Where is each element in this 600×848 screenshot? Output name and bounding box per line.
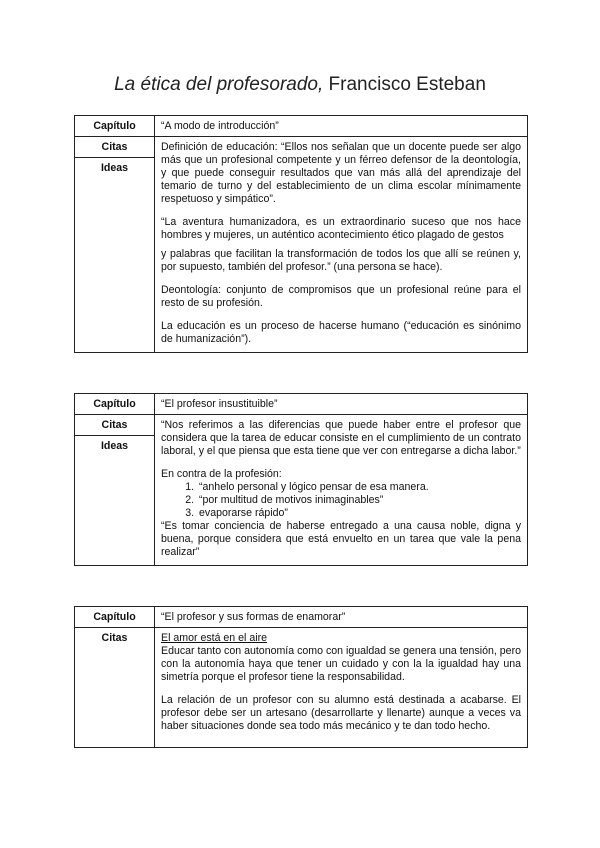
quotes-label: Citas (101, 141, 128, 153)
paragraph: Definición de educación: “Ellos nos señalan que un docente puede ser algo más que un profesional competente y un férreo defensor de la deontología, y que puede conseguir resultados que van más allá del aprendizaje del temario de turno y del establecimiento de un clima escolar mínimamente respetuoso y simpático”. (161, 141, 521, 205)
chapter-table-3 (74, 606, 528, 748)
list-item: 2. “por multitud de motivos inimaginables” (197, 494, 521, 507)
chapter-label: Capítulo (93, 611, 136, 623)
chapter-title: “A modo de introducción” (155, 116, 528, 137)
numbered-list (161, 481, 521, 520)
paragraph: “La aventura humanizadora, es un extraordinario suceso que nos hace hombres y mujeres, un auténtico acontecimiento ético plagado de gestos (161, 216, 521, 241)
chapter-table-2 (74, 393, 528, 566)
subtitle: El amor está en el aire (161, 632, 267, 644)
title-book: La ética del profesorado, (114, 74, 324, 95)
chapter-label: Capítulo (93, 120, 136, 132)
chapter-table-1 (74, 115, 528, 353)
paragraph: La educación es un proceso de hacerse humano (“educación es sinónimo de humanización”). (161, 320, 521, 345)
paragraph: La relación de un profesor con su alumno está destinada a acabarse. El profesor debe ser un artesano (desarrollarte y llenarte) aunque a veces va haber situaciones donde sea todo más mecánico y te dan todo hecho. (161, 694, 521, 732)
chapter-content (155, 415, 528, 566)
ideas-label: Ideas (75, 435, 154, 456)
labels-cell (75, 137, 155, 353)
quotes-label: Citas (101, 632, 128, 644)
paragraph: Deontología: conjunto de compromisos que un profesional reúne para el resto de su profesión. (161, 284, 521, 309)
chapter-title: “El profesor y sus formas de enamorar” (155, 607, 528, 628)
labels-cell (75, 628, 155, 748)
chapter-content (155, 137, 528, 353)
list-item: 3. evaporarse rápido” (197, 507, 521, 520)
chapter-label: Capítulo (93, 398, 136, 410)
labels-cell (75, 415, 155, 566)
ideas-label: Ideas (75, 157, 154, 178)
list-item: 1. “anhelo personal y lógico pensar de esa manera. (197, 481, 521, 494)
chapter-label-cell (75, 116, 155, 137)
chapter-label-cell (75, 394, 155, 415)
quote-paragraph: “Nos referimos a las diferencias que puede haber entre el profesor que considera que la tarea de educar consiste en el cumplimiento de un contrato laboral, y el que piensa que esta tiene que ver con entregarse a dicha labor.” (161, 419, 521, 457)
chapter-title: “El profesor insustituible” (155, 394, 528, 415)
quotes-label: Citas (101, 419, 128, 431)
chapter-label-cell (75, 607, 155, 628)
chapter-content (155, 628, 528, 748)
document-title (0, 74, 600, 96)
paragraph: y palabras que facilitan la transformación de todos los que allí se reúnen y, por supuesto, también del profesor.” (una persona se hace). (161, 248, 521, 273)
closing-paragraph: “Es tomar conciencia de haberse entregado a una causa noble, digna y buena, porque considera que está envuelto en un tarea que vale la pena realizar” (161, 520, 521, 558)
title-author: Francisco Esteban (323, 74, 486, 95)
paragraph: Educar tanto con autonomía como con igualdad se genera una tensión, pero con la autonomía haya que tener un cuidado y con la la igualdad hay una simetría porque el profesor tiene la responsabilidad. (161, 645, 521, 683)
list-intro: En contra de la profesión: (161, 468, 282, 480)
